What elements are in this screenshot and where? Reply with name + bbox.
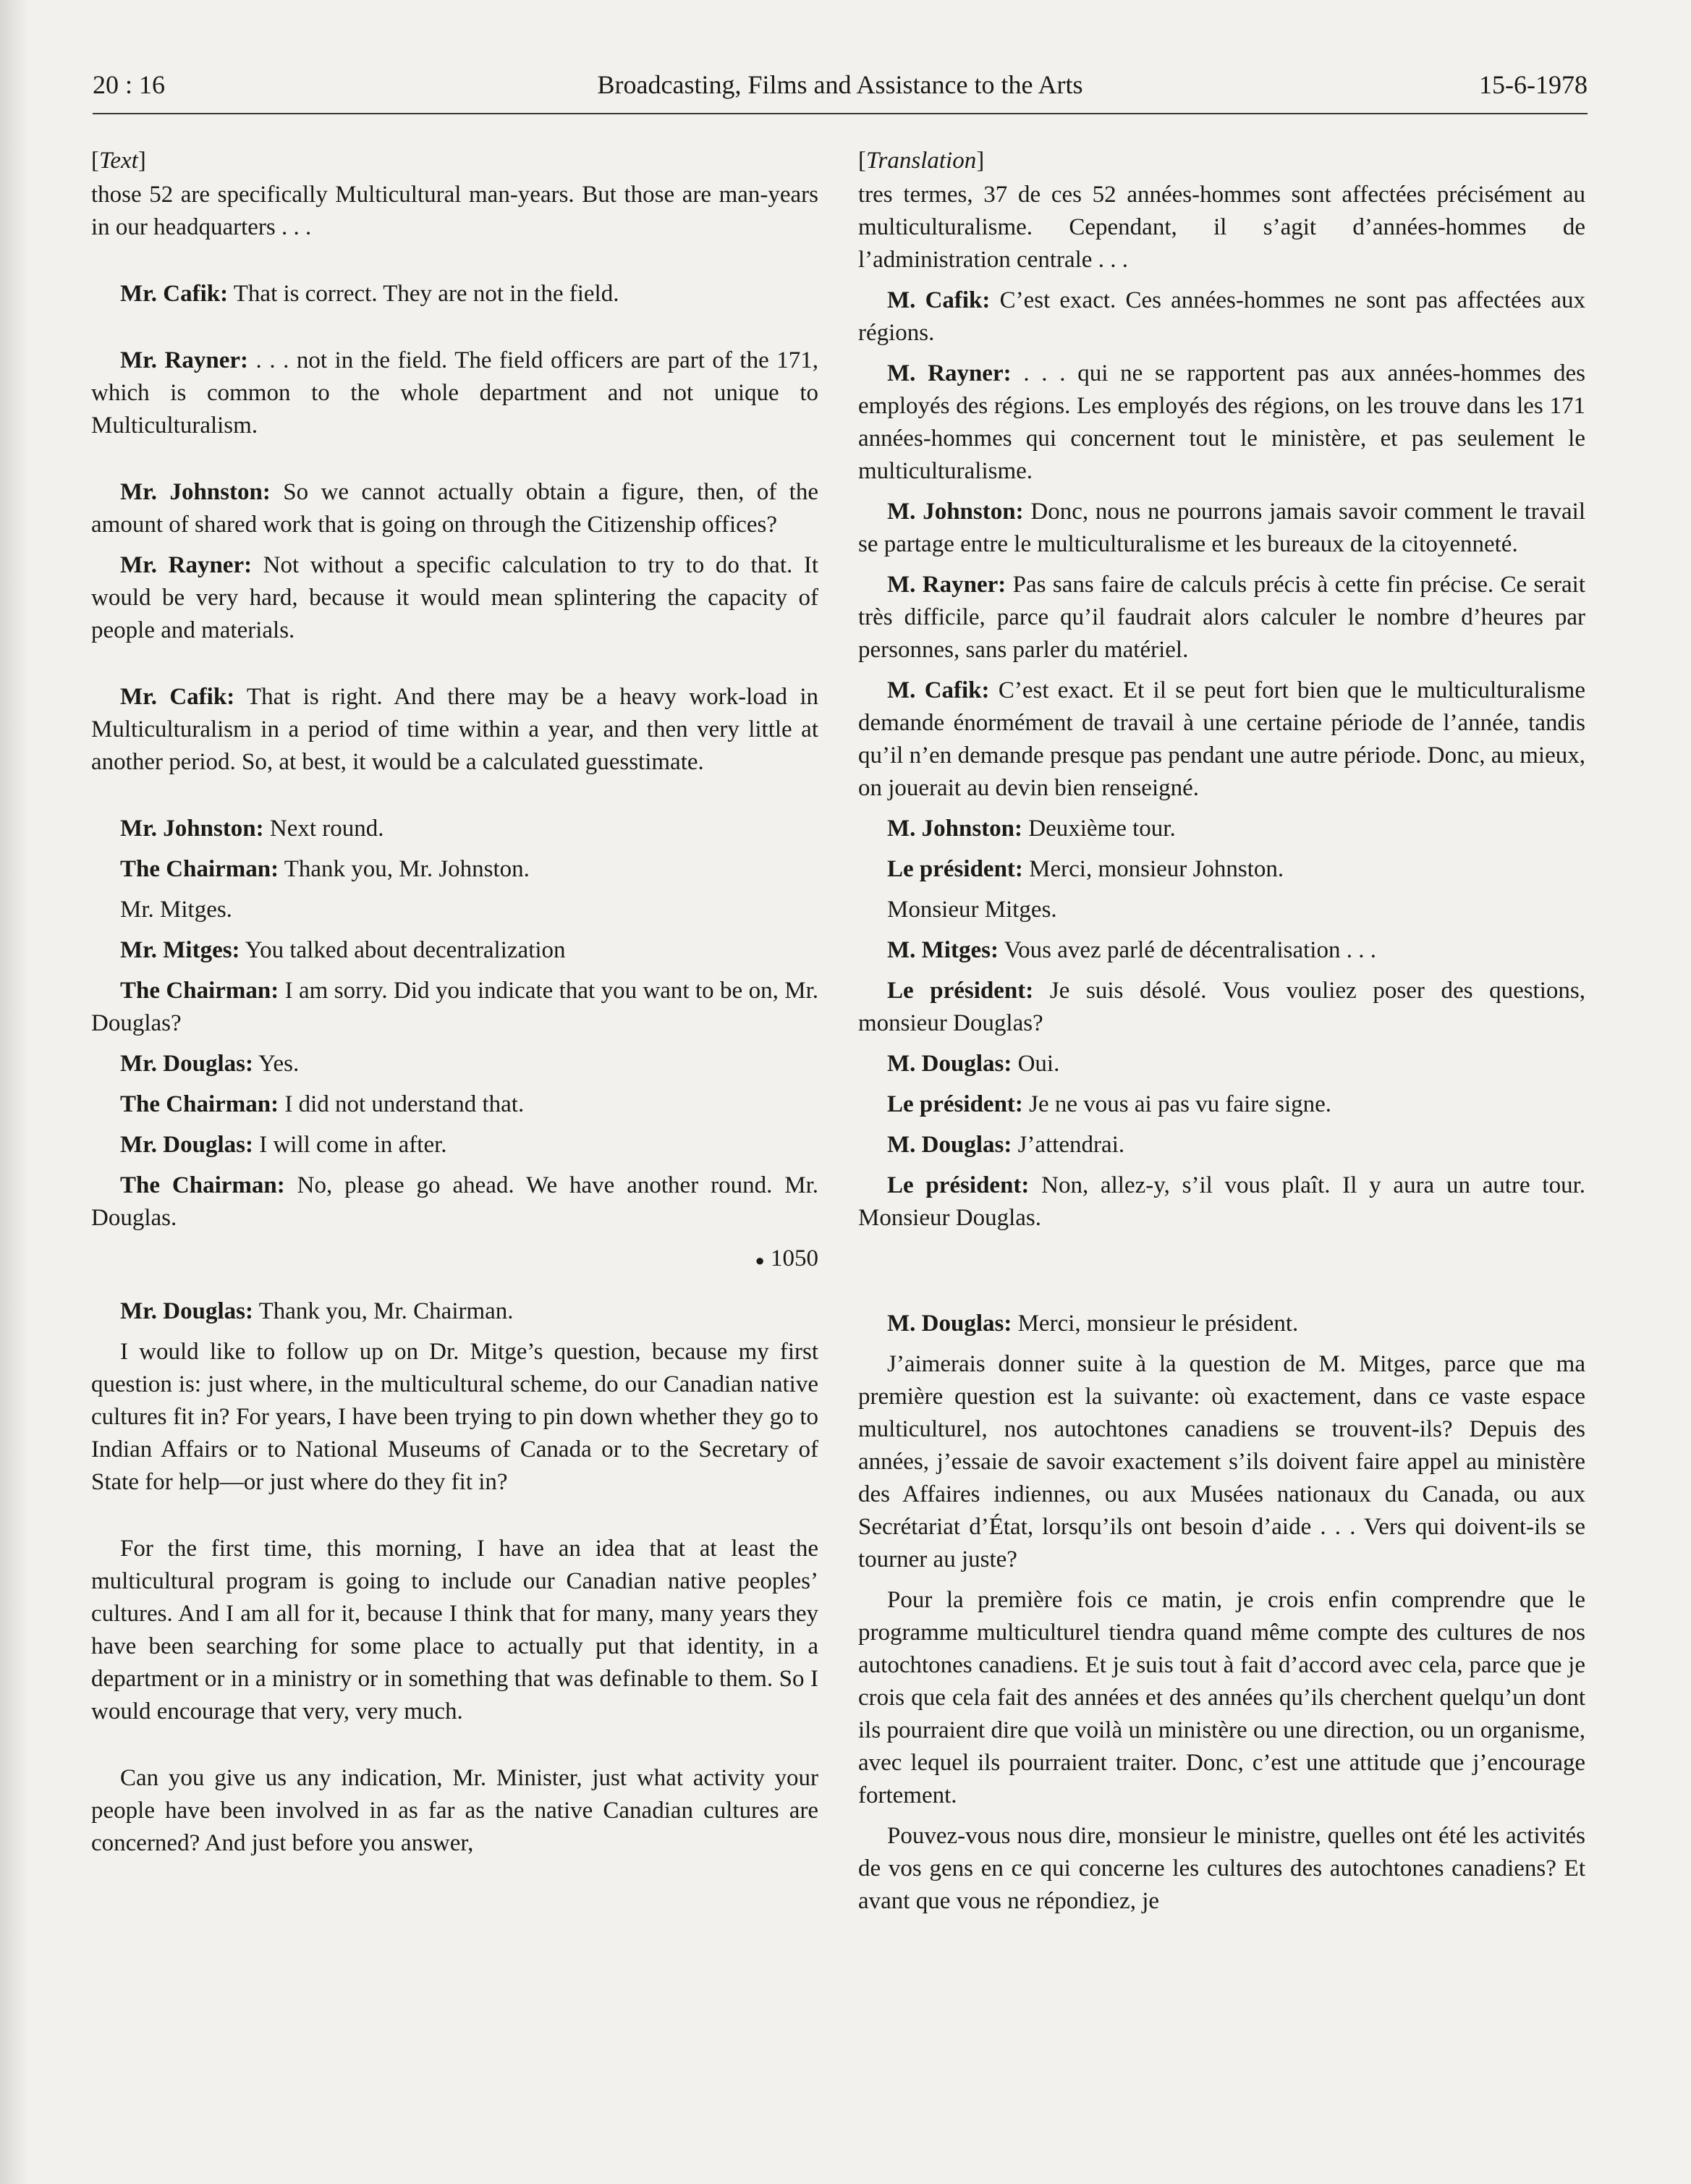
language-tag: [Text] bbox=[91, 148, 146, 174]
paragraph: For the first time, this morning, I have an idea that at least the multicultural program is going to include our Canadian native peoples’ cultures. And I am all for it, because I think that for many, many years they have been searching for some place to actually put that identity, in a department or in a ministry or in something that was definable to them. So I would encourage that very, very much. bbox=[91, 1535, 818, 1724]
speaker-name: The Chairman: bbox=[120, 978, 279, 1004]
speaker-name: The Chairman: bbox=[120, 1091, 279, 1117]
paragraph: Can you give us any indication, Mr. Minister, just what activity your people have been involved in as far as the native Canadian cultures are concerned? And just before you answer, bbox=[91, 1764, 818, 1856]
speaker-name: Mr. Johnston: bbox=[120, 816, 264, 842]
paragraph: those 52 are specifically Multicultural man-years. But those are man-years in our headquarters . . . bbox=[91, 182, 818, 240]
paragraph: J’aimerais donner suite à la question de M. Mitges, parce que ma première question est la suivante: où exactement, dans ce vaste espace multiculturel, nos autochtones canadiens se trouvent-ils? Depuis des années, j’essaie de savoir exactement s’ils doivent faire appel au ministère des Affaires indiennes, ou aux Musées nationaux du Canada, ou aux Secrétariat d’État, lorsqu’ils ont besoin d’aide . . . Vers qui doivent-ils se tourner au juste? bbox=[858, 1351, 1585, 1573]
time-marker: ● 1050 bbox=[755, 1245, 818, 1271]
speaker-name: M. Douglas: bbox=[887, 1311, 1012, 1337]
speech-paragraph: Mr. Cafik: That is correct. They are not in the field. bbox=[120, 281, 619, 307]
speech-paragraph: M. Mitges: Vous avez parlé de décentralisation . . . bbox=[887, 937, 1376, 963]
speech-paragraph: Mr. Douglas: Thank you, Mr. Chairman. bbox=[120, 1298, 514, 1324]
speaker-name: M. Rayner: bbox=[887, 572, 1006, 598]
paragraph: Mr. Mitges. bbox=[120, 897, 232, 923]
paragraph: tres termes, 37 de ces 52 années-hommes sont affectées précisément au multiculturalisme. Cependant, il s’agit d’années-hommes de l’administration centrale . . . bbox=[858, 182, 1585, 273]
speaker-name: Le président: bbox=[887, 978, 1034, 1004]
speech-paragraph: Mr. Douglas: Yes. bbox=[120, 1051, 300, 1077]
speech-paragraph: The Chairman: I did not understand that. bbox=[120, 1091, 525, 1117]
language-tag: [Translation] bbox=[858, 148, 985, 174]
page-binding-shadow bbox=[0, 0, 29, 2184]
page-number: 20 : 16 bbox=[93, 70, 166, 99]
speech-paragraph: Mr. Rayner: . . . not in the field. The field officers are part of the 171, which is common to the whole department and not unique to Multiculturalism. bbox=[91, 347, 818, 439]
speech-paragraph: M. Johnston: Donc, nous ne pourrons jamais savoir comment le travail se partage entre le multiculturalisme et les bureaux de la citoyenneté. bbox=[858, 499, 1585, 557]
speech-paragraph: Le président: Je ne vous ai pas vu faire signe. bbox=[887, 1091, 1332, 1117]
speaker-name: Mr. Rayner: bbox=[120, 552, 253, 578]
speech-paragraph: M. Douglas: J’attendrai. bbox=[887, 1132, 1125, 1158]
paragraph: Pour la première fois ce matin, je crois enfin comprendre que le programme multiculturel tiendra quand même compte des cultures de nos autochtones canadiens. Et je suis tout à fait d’accord avec cela, parce que je crois que cela fait des années et des années qu’ils cherchent quelqu’un dont ils pourraient dire que voilà un ministère ou une direction, ou un organisme, avec lequel ils pourraient traiter. Donc, c’est une attitude que j’encourage fortement. bbox=[858, 1587, 1585, 1808]
speaker-name: Mr. Cafik: bbox=[120, 281, 229, 307]
column-english bbox=[91, 145, 818, 1868]
sitting-date: 15-6-1978 bbox=[1479, 70, 1588, 99]
publication-title: Broadcasting, Films and Assistance to the Arts bbox=[597, 70, 1083, 99]
speaker-name: M. Mitges: bbox=[887, 937, 999, 963]
speech-paragraph: The Chairman: No, please go ahead. We have another round. Mr. Douglas. bbox=[91, 1172, 819, 1231]
speech-paragraph: M. Douglas: Oui. bbox=[887, 1051, 1060, 1077]
speaker-name: M. Douglas: bbox=[887, 1132, 1012, 1158]
speech-paragraph: M. Cafik: C’est exact. Ces années-hommes ne sont pas affectées aux régions. bbox=[858, 287, 1585, 346]
speaker-name: Mr. Douglas: bbox=[120, 1298, 253, 1324]
speech-paragraph: Mr. Douglas: I will come in after. bbox=[120, 1132, 447, 1158]
speech-paragraph: M. Rayner: . . . qui ne se rapportent pas aux années-hommes des employés des régions. Les employés des régions, on les trouve dans les 171 années-hommes qui concernent tout le ministère, et pas seulement le multiculturalisme. bbox=[858, 360, 1585, 484]
speech-paragraph: The Chairman: I am sorry. Did you indicate that you want to be on, Mr. Douglas? bbox=[91, 978, 819, 1036]
speech-paragraph: Le président: Je suis désolé. Vous vouliez poser des questions, monsieur Douglas? bbox=[858, 978, 1585, 1036]
speech-paragraph: Mr. Mitges: You talked about decentralization bbox=[120, 937, 566, 963]
speaker-name: M. Johnston: bbox=[887, 816, 1023, 842]
speaker-name: Mr. Douglas: bbox=[120, 1132, 253, 1158]
speaker-name: M. Cafik: bbox=[887, 677, 990, 703]
speech-paragraph: Le président: Merci, monsieur Johnston. bbox=[887, 856, 1284, 882]
speech-paragraph: Mr. Johnston: Next round. bbox=[120, 816, 384, 842]
speaker-name: Le président: bbox=[887, 1091, 1023, 1117]
speech-paragraph: Mr. Cafik: That is right. And there may be a heavy work-load in Multiculturalism in a period of time within a year, and then very little at another period. So, at best, it would be a calculated guesstimate. bbox=[91, 684, 818, 775]
speaker-name: M. Cafik: bbox=[887, 287, 991, 313]
paragraph: I would like to follow up on Dr. Mitge’s question, because my first question is: just where, in the multicultural scheme, do our Canadian native cultures fit in? For years, I have been trying to pin down whether they go to Indian Affairs or to National Museums of Canada or to the Secretary of State for help—or just where do they fit in? bbox=[91, 1338, 818, 1495]
speech-paragraph: M. Douglas: Merci, monsieur le président. bbox=[887, 1311, 1299, 1337]
speaker-name: M. Johnston: bbox=[887, 499, 1024, 525]
speaker-name: Mr. Mitges: bbox=[120, 937, 240, 963]
speaker-name: Mr. Rayner: bbox=[120, 347, 249, 373]
speech-paragraph: Mr. Rayner: Not without a specific calculation to try to do that. It would be very hard, because it would mean splintering the capacity of people and materials. bbox=[91, 552, 818, 643]
speaker-name: Mr. Johnston: bbox=[120, 479, 271, 505]
paragraph: Pouvez-vous nous dire, monsieur le ministre, quelles ont été les activités de vos gens en ce qui concerne les cultures des autochtones canadiens? Et avant que vous ne répondiez, je bbox=[858, 1823, 1585, 1914]
speaker-name: Le président: bbox=[887, 1172, 1030, 1198]
paragraph: Monsieur Mitges. bbox=[887, 897, 1057, 923]
column-french bbox=[858, 145, 1585, 1926]
running-head bbox=[93, 69, 1588, 114]
speech-paragraph: M. Cafik: C’est exact. Et il se peut fort bien que le multiculturalisme demande énormément de travail à une certaine période de l’année, tandis qu’il n’en demande presque pas pendant une autre période. Donc, au mieux, on jouerait au devin bien renseigné. bbox=[858, 677, 1585, 801]
speech-paragraph: The Chairman: Thank you, Mr. Johnston. bbox=[120, 856, 530, 882]
speaker-name: Mr. Cafik: bbox=[120, 684, 235, 710]
speech-paragraph: M. Johnston: Deuxième tour. bbox=[887, 816, 1176, 842]
speech-paragraph: M. Rayner: Pas sans faire de calculs précis à cette fin précise. Ce serait très difficile, parce qu’il faudrait alors calculer le nombre d’heures par personnes, sans parler du matériel. bbox=[858, 572, 1585, 663]
speaker-name: M. Douglas: bbox=[887, 1051, 1012, 1077]
speaker-name: The Chairman: bbox=[120, 856, 279, 882]
speaker-name: Mr. Douglas: bbox=[120, 1051, 253, 1077]
speaker-name: M. Rayner: bbox=[887, 360, 1012, 386]
speech-paragraph: Mr. Johnston: So we cannot actually obtain a figure, then, of the amount of shared work that is going on through the Citizenship offices? bbox=[91, 479, 818, 538]
speech-paragraph: Le président: Non, allez-y, s’il vous plaît. Il y aura un autre tour. Monsieur Douglas. bbox=[858, 1172, 1585, 1231]
speaker-name: Le président: bbox=[887, 856, 1023, 882]
speaker-name: The Chairman: bbox=[120, 1172, 285, 1198]
